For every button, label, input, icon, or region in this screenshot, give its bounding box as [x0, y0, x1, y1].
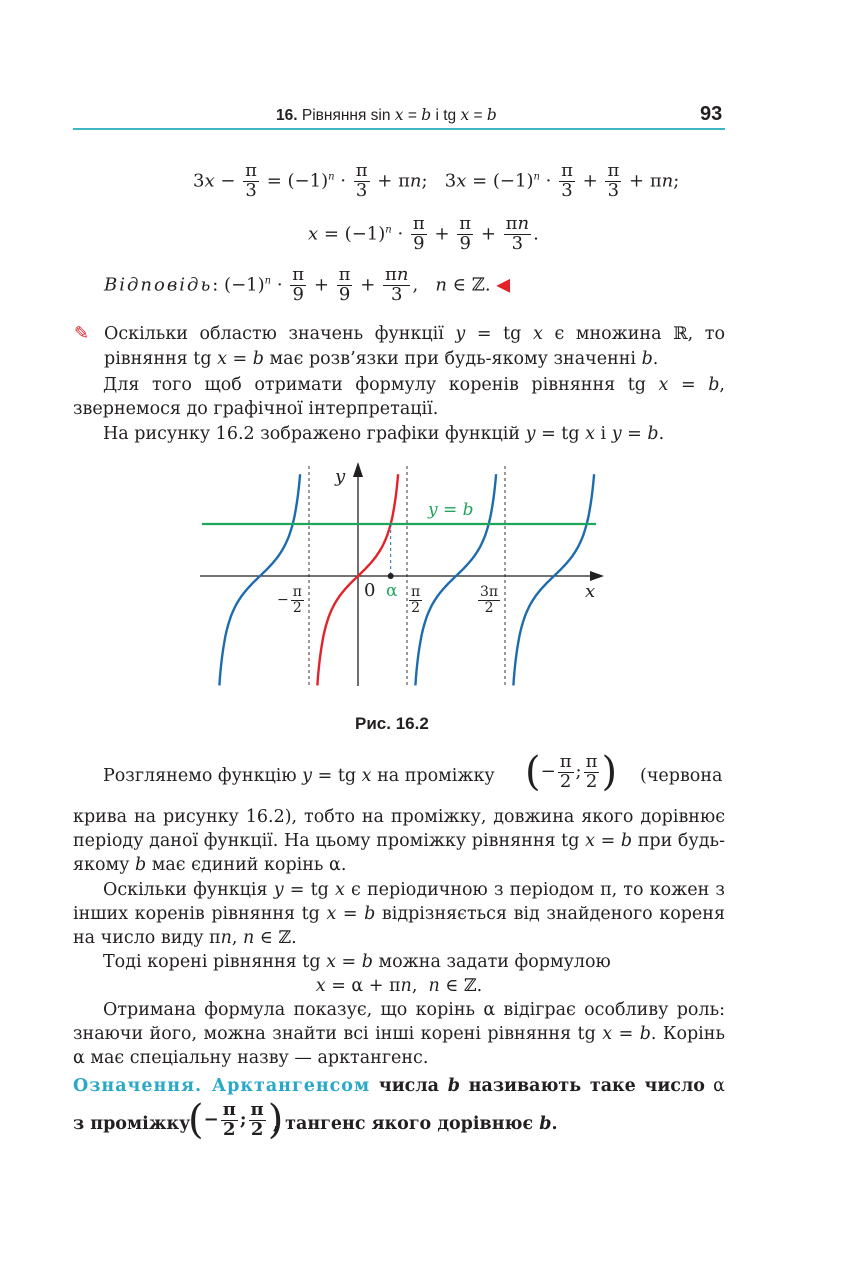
line-label: y = b [428, 500, 474, 520]
tan-branch [219, 474, 300, 685]
paragraph-6: Тоді корені рівняння tg x = b можна задати формулою [103, 952, 611, 972]
section-title: Рівняння sin [297, 107, 395, 124]
paragraph-1-cont: рівняння tg x = b має розв’язки при будь-якому значенні b. [104, 349, 659, 369]
var-x: x [460, 106, 470, 124]
header-mid: і tg [431, 107, 461, 124]
equation-line-2: $x = (-1)^n$ · $\frac{\pi}{9}$ + $\frac{\pi}{9}$ + $\frac{\pi n}{3}$ . [308, 213, 539, 254]
section-number: 16. [276, 107, 298, 124]
x-axis-label: x [585, 581, 596, 602]
formula-general: x = α + πn, n ∈ ℤ. [315, 976, 483, 996]
y-axis-arrow [353, 462, 363, 477]
paragraph-5: Оскільки функція y = tg x є періодичною з періодом π, то кожен з інших коренів рівняння tg x = b відрізняється від знайденого кореня на число виду πn, n ∈ ℤ. [73, 880, 725, 948]
paragraph-3: На рисунку 16.2 зображено графіки функцій y = tg x і y = b. [103, 424, 665, 444]
definition-line-2: з проміжку (− $\frac{\pi}{2}$ ; $\frac{\pi}{2}$ ) , тангенс якого дорівнює b. [73, 1097, 558, 1143]
definition-title: Означення. Арктангенсом [73, 1076, 371, 1096]
tick-neg-pi-over-2: − $\frac{\pi}{2}$ [277, 584, 302, 616]
equation-line-1: 3x − $\frac{\pi}{3}$ = $(-1)^n$ · $\frac{\pi}{3}$ + πn; $3x = (-1)^n$ · $\frac{\pi}{3}$ + $\frac{\pi}{3}$ + πn; [193, 160, 680, 201]
var-x: x [394, 106, 404, 124]
paragraph-1: Оскільки областю значень функції y = tg x є множина ℝ, то [104, 324, 726, 344]
tan-branch [513, 474, 594, 685]
var-b: b [486, 106, 497, 124]
paragraph-4-line-1: Розглянемо функцію y = tg x на проміжку (− $\frac{\pi}{2}$ ; $\frac{\pi}{2}$ ) (червона [103, 749, 723, 795]
var-b: b [421, 106, 432, 124]
answer-label: Відповідь [104, 274, 213, 296]
answer-line: Відповідь: $(-1)^n$ · $\frac{\pi}{9}$ + $\frac{\pi}{9}$ + $\frac{\pi n}{3}$ , n ∈ ℤ. ◀ [104, 264, 511, 305]
definition-line-1: Означення. Арктангенсом числа b називають таке число α [73, 1076, 725, 1096]
eq-sign: = [403, 107, 422, 124]
page-number: 93 [700, 103, 723, 125]
eq-sign: = [469, 107, 487, 124]
y-axis-label: y [335, 466, 346, 487]
alpha-point [388, 573, 394, 579]
paragraph-2: Для того щоб отримати формулу коренів рівняння tg x = b, звернемося до графічної інтерпретації. [73, 375, 725, 419]
end-of-solution-icon: ◀ [496, 274, 511, 296]
x-axis-arrow [590, 571, 604, 581]
tick-pi-over-2: $\frac{\pi}{2}$ [411, 584, 421, 616]
pencil-icon: ✎ [74, 323, 90, 344]
figure-caption: Рис. 16.2 [355, 714, 429, 733]
paragraph-7: Отримана формула показує, що корінь α відіграє особливу роль: знаючи його, можна знайти всі інші корені рівняння tg x = b. Корінь α має спеціальну назву — арктангенс. [73, 1000, 725, 1068]
def-text-b: з проміжку [73, 1114, 191, 1134]
tick-3pi-over-2: $\frac{3\pi}{2}$ [480, 584, 499, 616]
alpha-label: α [386, 581, 398, 601]
paragraph-4: крива на рисунку 16.2), тобто на проміжку, довжина якого дорівнює періоду даної функції. На цьому проміжку рівняння tg x = b при будь-якому b має єдиний корінь α. [73, 807, 725, 875]
origin-label: 0 [364, 580, 376, 601]
